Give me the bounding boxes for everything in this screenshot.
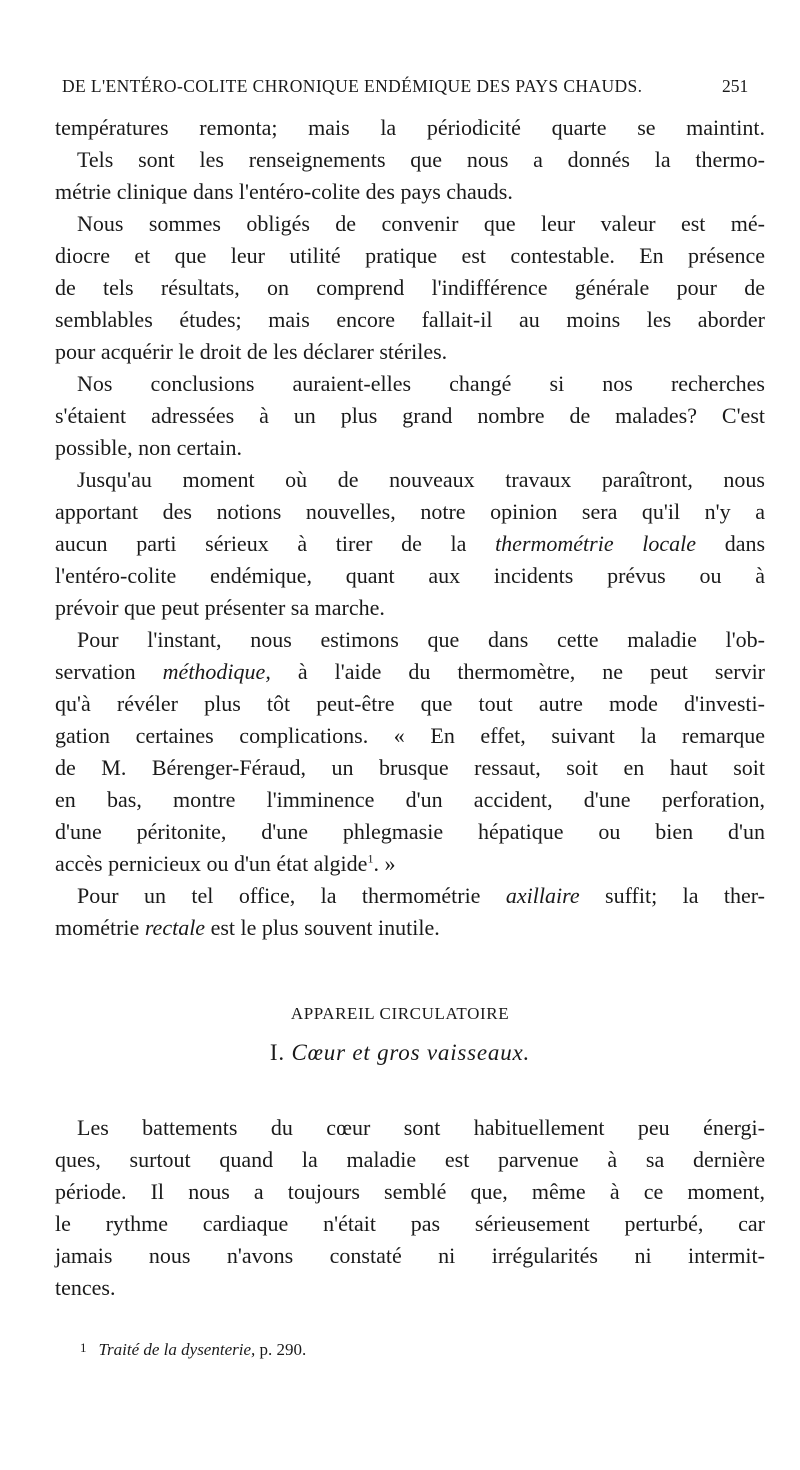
text-line: tences. — [55, 1275, 116, 1300]
footnote-source-title: Traité de la dysenterie, — [98, 1340, 256, 1359]
text-line: apportant des notions nouvelles, notre opinion sera qu'il n'y a — [55, 499, 765, 524]
emphasis-methodique: méthodique, — [162, 659, 271, 684]
text-run: Pour un tel office, la thermométrie — [77, 883, 481, 908]
text-line: pour acquérir le droit de les déclarer stériles. — [55, 339, 448, 364]
text-run: est le plus souvent inutile. — [210, 915, 440, 940]
text-line: en bas, montre l'imminence d'un accident, d'une perforation, — [55, 787, 765, 812]
body-text-lower — [55, 1112, 765, 1304]
subsection-number: I. — [269, 1040, 285, 1065]
text-line: possible, non certain. — [55, 435, 242, 460]
text-line: de M. Bérenger-Féraud, un brusque ressaut, soit en haut soit — [55, 755, 765, 780]
text-run: dans — [724, 531, 766, 556]
text-line: Les battements du cœur sont habituellement peu énergi- — [77, 1115, 765, 1140]
text-line — [55, 880, 765, 912]
footnote-reference: 1 — [367, 851, 374, 866]
text-line: diocre et que leur utilité pratique est contestable. En présence — [55, 243, 765, 268]
text-line: de tels résultats, on comprend l'indifférence générale pour de — [55, 275, 765, 300]
emphasis-rectale: rectale — [144, 915, 206, 940]
text-line: période. Il nous a toujours semblé que, même à ce moment, — [55, 1179, 765, 1204]
footnote-marker: 1 — [80, 1340, 87, 1355]
text-run: accès pernicieux ou d'un état algide — [55, 851, 368, 876]
text-line — [55, 912, 765, 944]
emphasis-thermometrie-locale: thermométrie locale — [495, 531, 697, 556]
section-heading: APPAREIL CIRCULATOIRE — [290, 1004, 510, 1023]
text-line: Pour l'instant, nous estimons que dans cette maladie l'ob- — [77, 627, 765, 652]
text-run: servation — [55, 659, 136, 684]
text-run: mométrie — [55, 915, 140, 940]
text-line: Tels sont les renseignements que nous a donnés la thermo- — [77, 147, 765, 172]
footnote — [80, 1340, 306, 1360]
text-line: jamais nous n'avons constaté ni irrégularités ni intermit- — [55, 1243, 765, 1268]
subsection-heading — [0, 1040, 800, 1066]
text-line: d'une péritonite, d'une phlegmasie hépatique ou bien d'un — [55, 819, 765, 844]
text-run: à l'aide du thermomètre, ne peut servir — [297, 659, 766, 684]
text-run: aucun parti sérieux à tirer de la — [55, 531, 467, 556]
text-run: suffit; la ther- — [605, 883, 765, 908]
text-line: Nos conclusions auraient-elles changé si nos recherches — [77, 371, 765, 396]
text-line — [55, 528, 765, 560]
text-line — [55, 656, 765, 688]
text-line: prévoir que peut présenter sa marche. — [55, 595, 385, 620]
page-number: 251 — [722, 76, 749, 96]
subsection-title: Cœur et gros vaisseaux. — [291, 1040, 531, 1065]
text-line: s'étaient adressées à un plus grand nombre de malades? C'est — [55, 403, 765, 428]
text-line: Nous sommes obligés de convenir que leur valeur est mé- — [77, 211, 765, 236]
text-line: semblables études; mais encore fallait-il au moins les aborder — [55, 307, 765, 332]
running-head: DE L'ENTÉRO-COLITE CHRONIQUE ENDÉMIQUE DES PAYS CHAUDS. — [62, 76, 643, 96]
text-line: gation certaines complications. « En effet, suivant la remarque — [55, 723, 765, 748]
text-line: ques, surtout quand la maladie est parvenue à sa dernière — [55, 1147, 765, 1172]
emphasis-axillaire: axillaire — [505, 883, 580, 908]
text-line: températures remonta; mais la périodicité quarte se maintint. — [55, 115, 765, 140]
text-line — [55, 848, 765, 880]
text-line: métrie clinique dans l'entéro-colite des pays chauds. — [55, 179, 513, 204]
body-text-upper — [55, 112, 765, 944]
text-line: qu'à révéler plus tôt peut-être que tout autre mode d'investi- — [55, 691, 765, 716]
footnote-page-ref: p. 290. — [259, 1340, 307, 1359]
text-run: . » — [373, 851, 396, 876]
text-line: le rythme cardiaque n'était pas sérieusement perturbé, car — [55, 1211, 765, 1236]
text-line: l'entéro-colite endémique, quant aux incidents prévus ou à — [55, 563, 765, 588]
text-line: Jusqu'au moment où de nouveaux travaux paraîtront, nous — [77, 467, 765, 492]
